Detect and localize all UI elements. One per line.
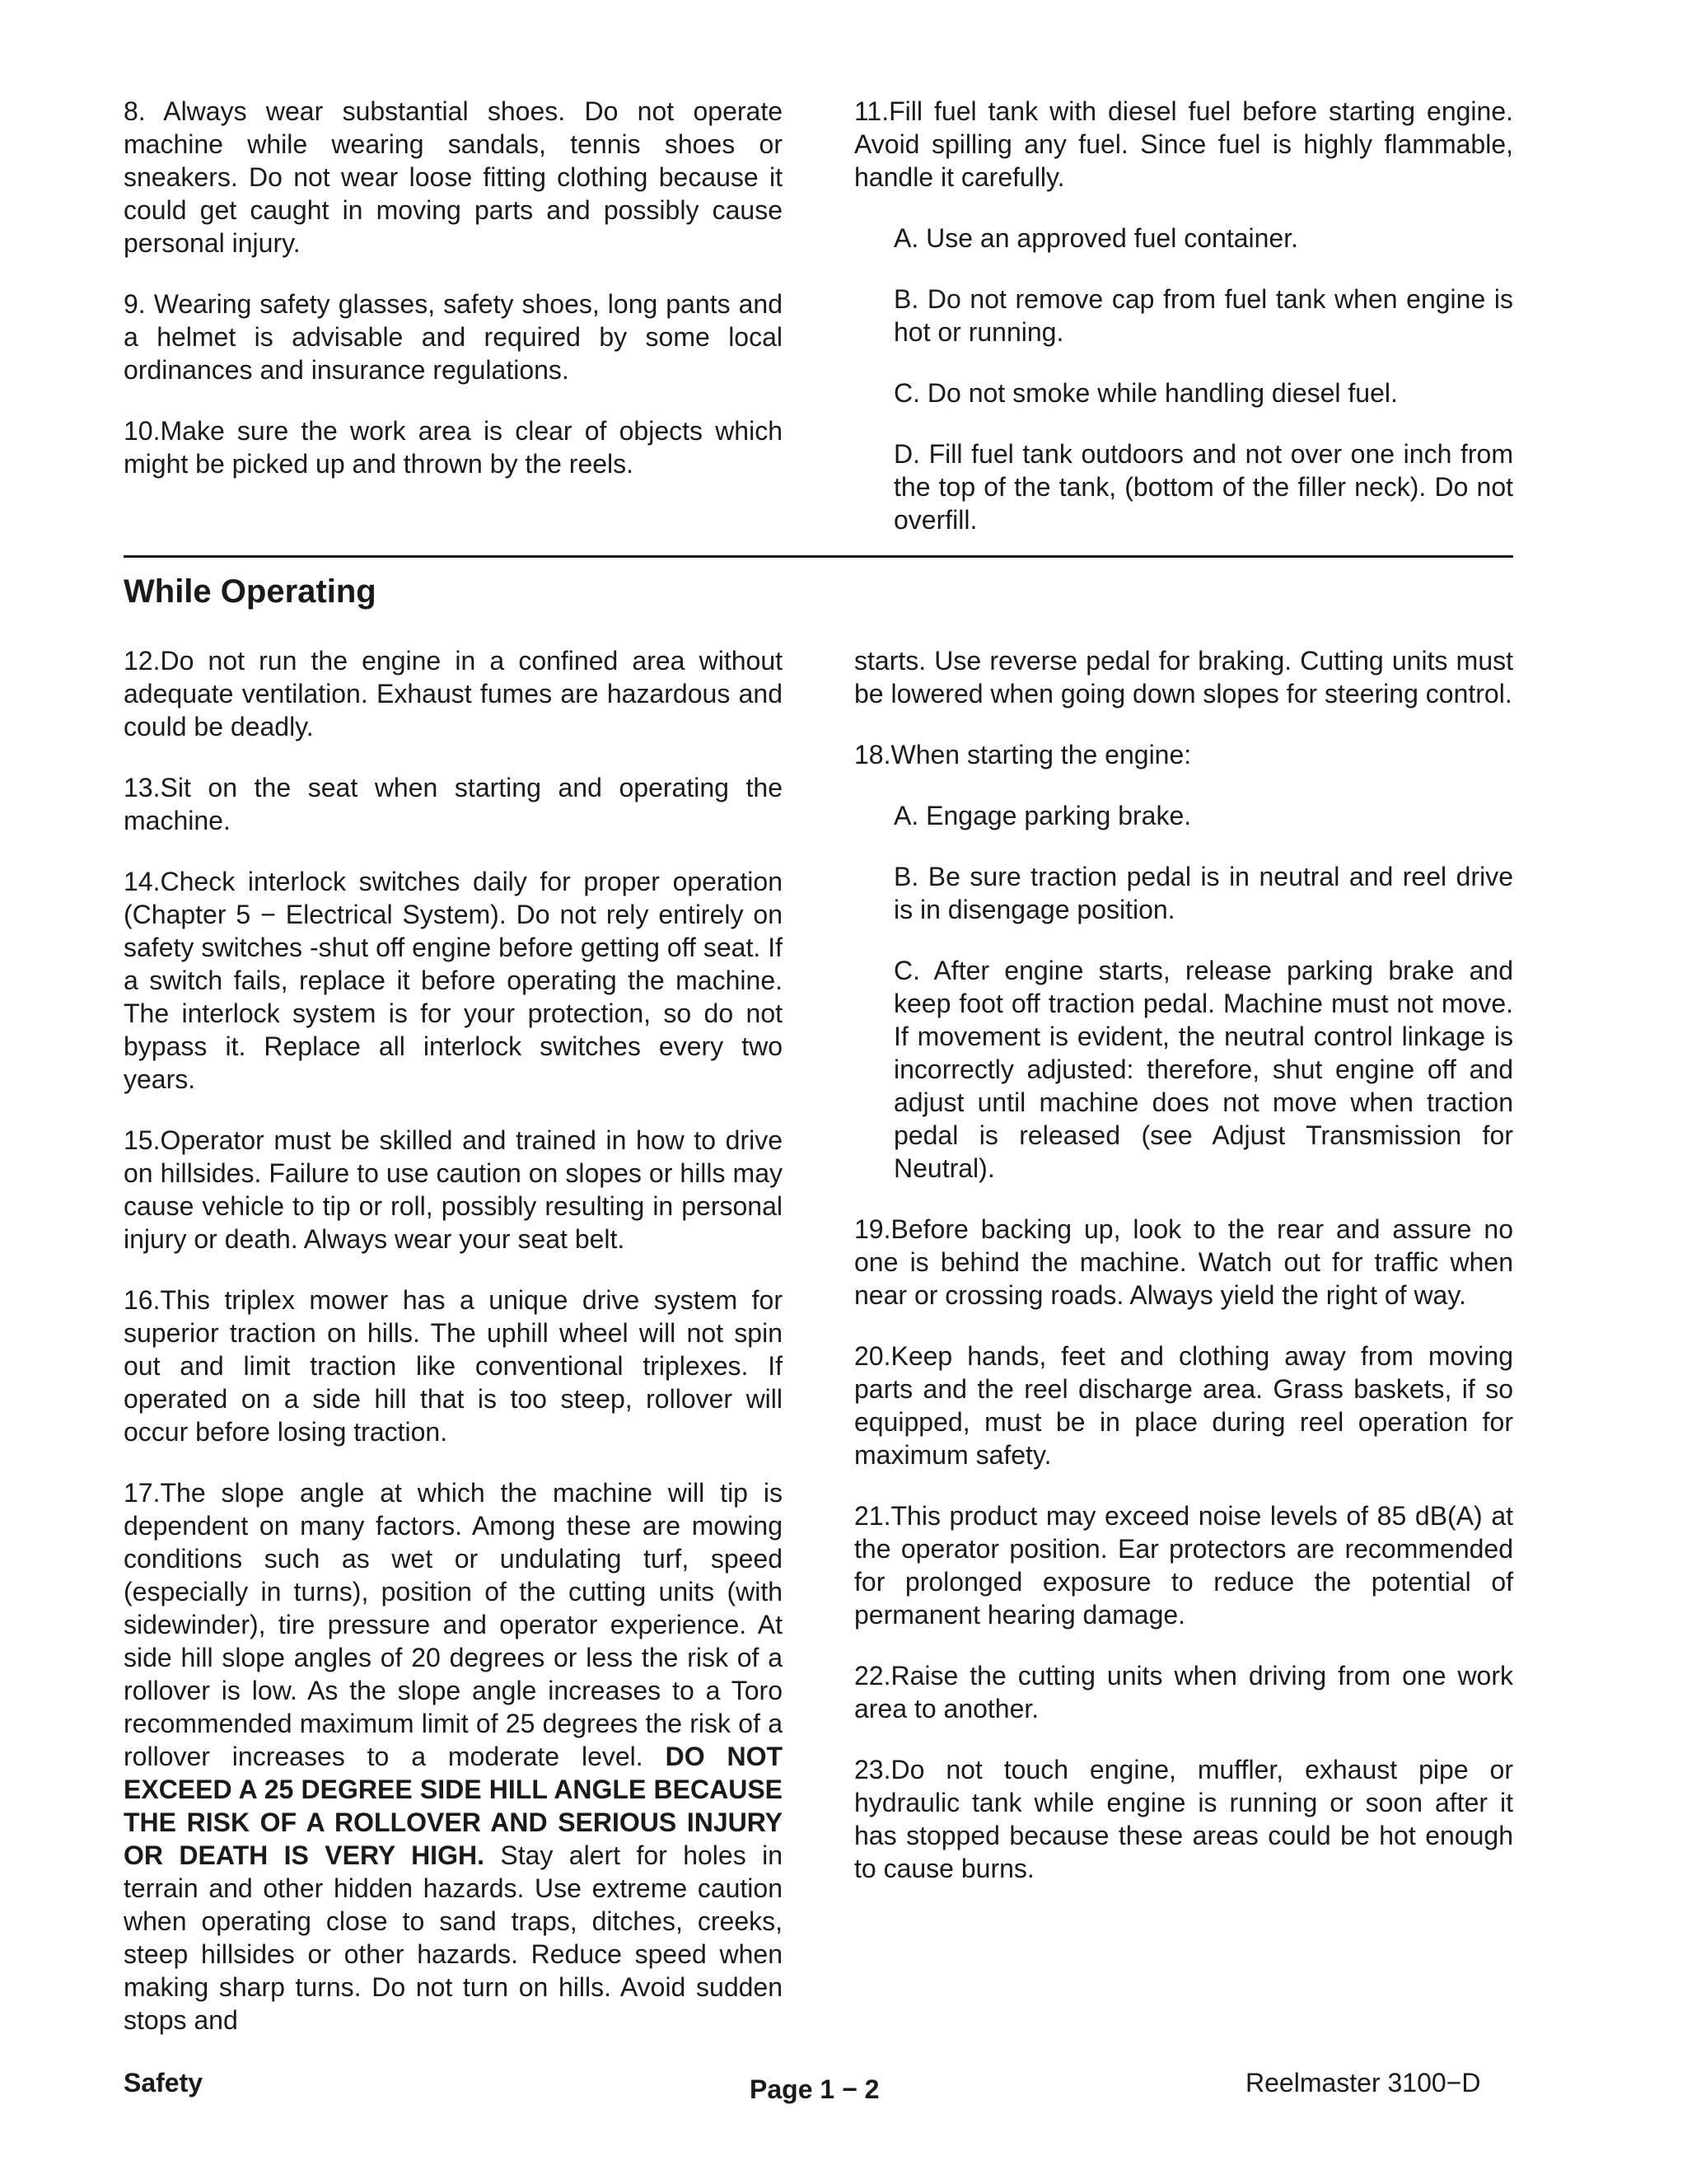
sub-list-item: C. Do not smoke while handling diesel fuel. bbox=[894, 378, 1398, 408]
bottom-left-column bbox=[124, 644, 783, 2065]
section-heading: While Operating bbox=[124, 573, 376, 610]
list-item: 21.This product may exceed noise levels of 85 dB(A) at the operator position. Ear protectors are recommended for prolonged exposure to reduce the potential of permanent hearing damage. bbox=[854, 1501, 1513, 1630]
list-item: 10.Make sure the work area is clear of objects which might be picked up and thrown by the reels. bbox=[124, 416, 783, 479]
list-item: 8. Always wear substantial shoes. Do not operate machine while wearing sandals, tennis shoes or sneakers. Do not wear loose fitting clothing because it could get caught in moving parts and possibly cause personal injury. bbox=[124, 96, 783, 258]
list-item: 9. Wearing safety glasses, safety shoes, long pants and a helmet is advisable and required by some local ordinances and insurance regulations. bbox=[124, 289, 783, 385]
section-divider bbox=[124, 555, 1513, 558]
list-item: 14.Check interlock switches daily for proper operation (Chapter 5 − Electrical System). Do not rely entirely on safety switches -shut off engine before getting off seat. If a switch fails, replace it before operating the machine. The interlock system is for your protection, so do not bypass it. Replace all interlock switches every two years. bbox=[124, 867, 783, 1094]
bottom-right-column bbox=[854, 644, 1513, 1913]
top-right-column bbox=[854, 95, 1513, 564]
list-item: 12.Do not run the engine in a confined area without adequate ventilation. Exhaust fumes are hazardous and could be deadly. bbox=[124, 646, 783, 741]
top-left-column bbox=[124, 95, 783, 508]
footer-product-name: Reelmaster 3100−D bbox=[1245, 2068, 1481, 2097]
list-item: 16.This triplex mower has a unique drive system for superior traction on hills. The uphill wheel will not spin out and limit traction like conventional triplexes. If operated on a side hill that is too steep, rollover will occur before losing traction. bbox=[124, 1285, 783, 1447]
item17-warning-bold: DO NOT EXCEED A 25 DEGREE SIDE HILL ANGLE BECAUSE THE RISK OF A ROLLOVER AND SERIOUS INJURY OR DEATH IS VERY HIGH. bbox=[124, 1742, 783, 1870]
footer-page-number: Page 1 − 2 bbox=[750, 2074, 880, 2104]
list-item-17 bbox=[124, 1476, 783, 2037]
list-item: 15.Operator must be skilled and trained in how to drive on hillsides. Failure to use caution on slopes or hills may cause vehicle to tip or roll, possibly resulting in personal injury or death. Always wear your seat belt. bbox=[124, 1125, 783, 1254]
item17-text-before: 17.The slope angle at which the machine will tip is dependent on many factors. Among these are mowing conditions such as wet or undulating turf, speed (especially in turns), position of the cutting units (with sidewinder), tire pressure and operator experience. At side hill slope angles of 20 degrees or less the risk of a rollover is low. As the slope angle increases to a Toro recommended maximum limit of 25 degrees the risk of a rollover increases to a moderate level. bbox=[124, 1478, 783, 1771]
list-item: 23.Do not touch engine, muffler, exhaust pipe or hydraulic tank while engine is running or soon after it has stopped because these areas could be hot enough to cause burns. bbox=[854, 1755, 1513, 1883]
list-item: 19.Before backing up, look to the rear and assure no one is behind the machine. Watch out for traffic when near or crossing roads. Always yield the right of way. bbox=[854, 1214, 1513, 1310]
sub-list-item: A. Engage parking brake. bbox=[894, 801, 1192, 830]
sub-list-item: B. Be sure traction pedal is in neutral and reel drive is in disengage position. bbox=[894, 862, 1513, 924]
list-item: 13.Sit on the seat when starting and operating the machine. bbox=[124, 773, 783, 835]
sub-list-item: A. Use an approved fuel container. bbox=[894, 223, 1298, 253]
item17-text-after: Stay alert for holes in terrain and other hidden hazards. Use extreme caution when operating close to sand traps, ditches, creeks, steep hillsides or other hazards. Reduce speed when making sharp turns. Do not turn on hills. Avoid sudden stops and bbox=[124, 1840, 783, 2035]
list-item: 18.When starting the engine: bbox=[854, 740, 1192, 769]
list-item: 20.Keep hands, feet and clothing away from moving parts and the reel discharge area. Grass baskets, if so equipped, must be in place during reel operation for maximum safety. bbox=[854, 1341, 1513, 1470]
sub-list-item: B. Do not remove cap from fuel tank when engine is hot or running. bbox=[894, 284, 1513, 347]
sub-list-item: C. After engine starts, release parking brake and keep foot off traction pedal. Machine must not move. If movement is evident, the neutral control linkage is incorrectly adjusted: therefore, shut engine off and adjust until machine does not move when traction pedal is released (see Adjust Transmission for Neutral). bbox=[894, 956, 1513, 1183]
footer-section: Safety bbox=[124, 2068, 203, 2097]
continuation-text: starts. Use reverse pedal for braking. Cutting units must be lowered when going down slopes for steering control. bbox=[854, 646, 1513, 709]
list-item: 11.Fill fuel tank with diesel fuel before starting engine. Avoid spilling any fuel. Since fuel is highly flammable, handle it carefully. bbox=[854, 96, 1513, 192]
sub-list-item: D. Fill fuel tank outdoors and not over one inch from the top of the tank, (bottom of the filler neck). Do not overfill. bbox=[894, 439, 1513, 535]
list-item: 22.Raise the cutting units when driving from one work area to another. bbox=[854, 1661, 1513, 1723]
